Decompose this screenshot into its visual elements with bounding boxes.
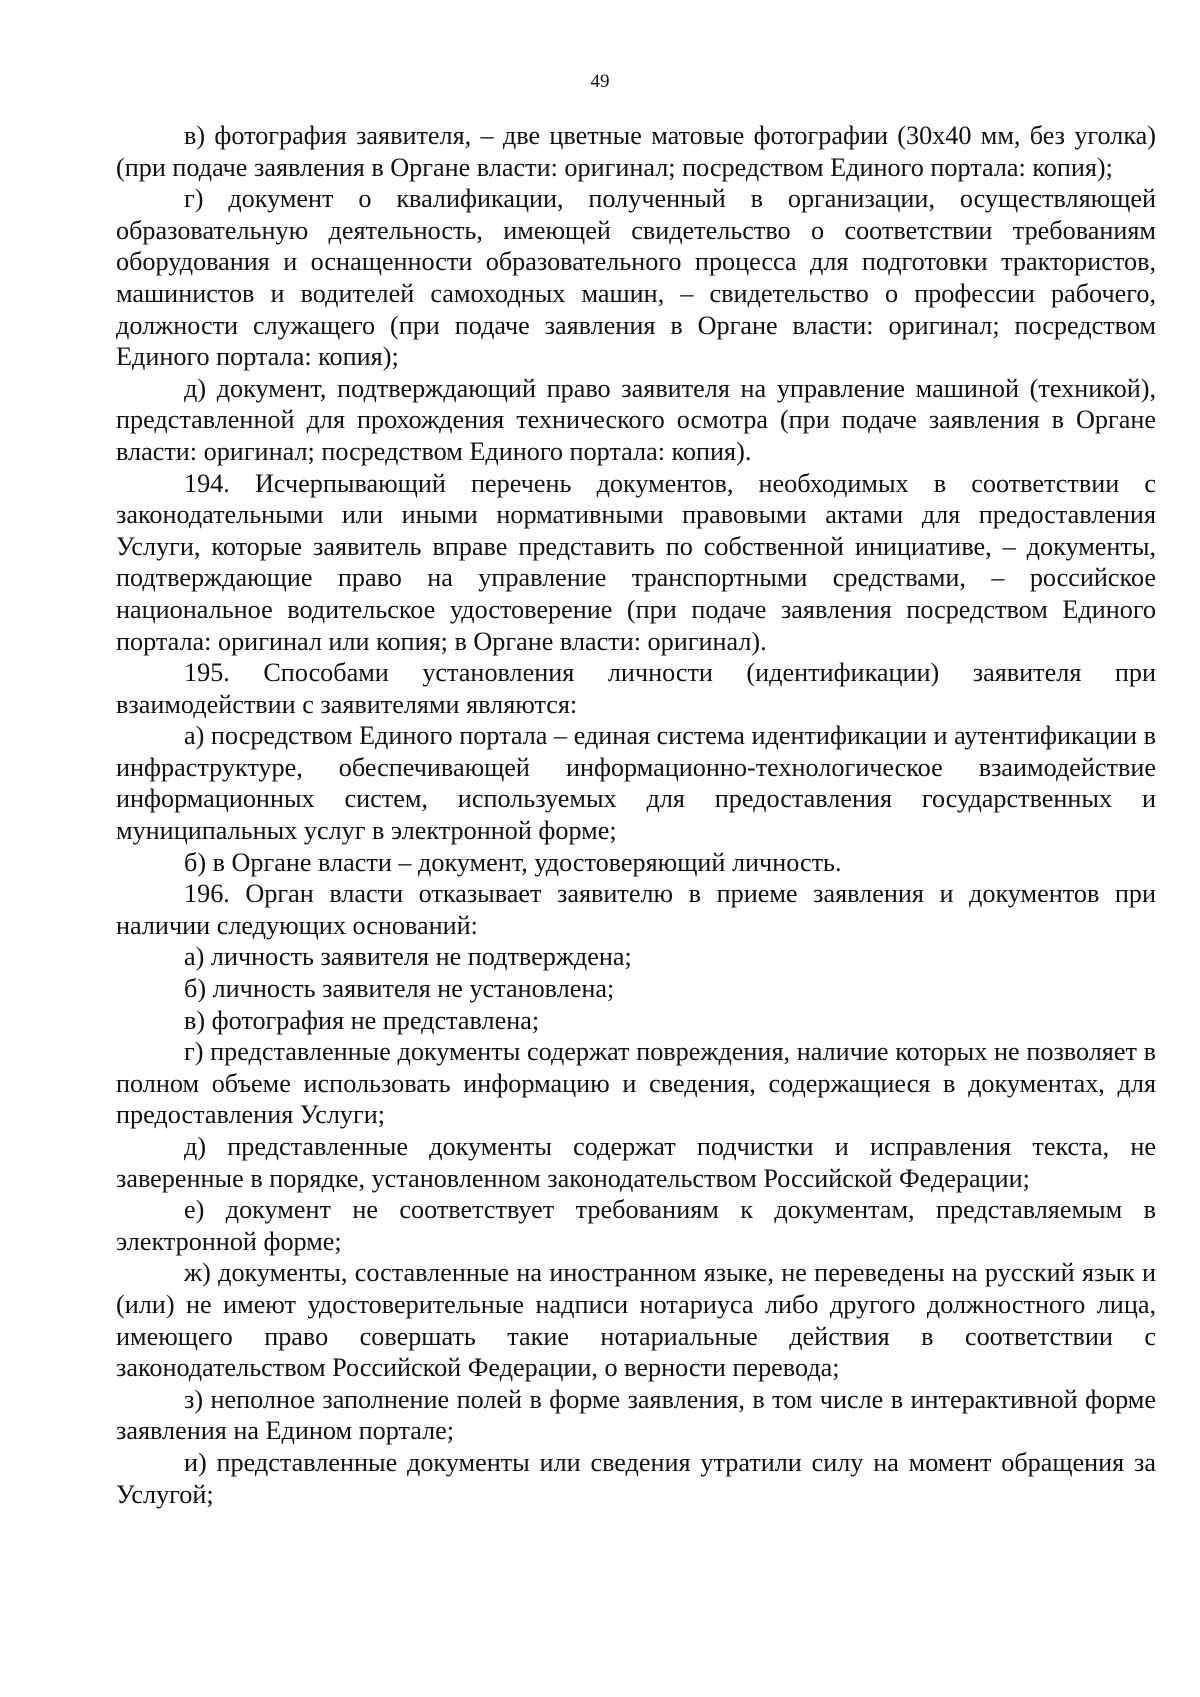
paragraph-196-v: в) фотография не представлена; [184,1005,540,1035]
paragraph-195: 195. Способами установления личности (идентификации) заявителя при взаимодействии с заявителями являются: [116,658,1156,719]
paragraph-196-e: е) документ не соответствует требованиям к документам, представляемым в электронной форме; [116,1195,1156,1256]
paragraph-194: 194. Исчерпывающий перечень документов, необходимых в соответствии с законодательными или иными нормативными правовыми актами для предоставления Услуги, которые заявитель вправе представить по собственной инициативе, – документы, подтверждающие право на управление транспортными средствами, – российское национальное водительское удостоверение (при подаче заявления посредством Единого портала: оригинал или копия; в Органе власти: оригинал). [116,468,1156,656]
paragraph-196: 196. Орган власти отказывает заявителю в приеме заявления и документов при наличии следующих оснований: [116,879,1156,940]
page-number: 49 [590,71,610,92]
paragraph-196-a: а) личность заявителя не подтверждена; [184,942,632,972]
paragraph-196-d: д) представленные документы содержат подчистки и исправления текста, не заверенные в порядке, установленном законодательством Российской Федерации; [116,1132,1156,1193]
document-body [116,120,1156,1510]
paragraph-196-z: з) неполное заполнение полей в форме заявления, в том числе в интерактивной форме заявления на Едином портале; [116,1384,1156,1446]
paragraph-196-g: г) представленные документы содержат повреждения, наличие которых не позволяет в полном объеме использовать информацию и сведения, содержащиеся в документах, для предоставления Услуги; [116,1037,1156,1130]
paragraph-196-zh: ж) документы, составленные на иностранном языке, не переведены на русский язык и (или) не имеют удостоверительные надписи нотариуса либо другого должностного лица, имеющего право совершать такие нотариальные действия в соответствии с законодательством Российской Федерации, о верности перевода; [116,1258,1156,1383]
paragraph-machine-right-document: д) документ, подтверждающий право заявителя на управление машиной (техникой), представленной для прохождения технического осмотра (при подаче заявления в Органе власти: оригинал; посредством Единого портала: копия). [116,373,1156,466]
paragraph-196-b: б) личность заявителя не установлена; [184,974,615,1004]
paragraph-195-b: б) в Органе власти – документ, удостоверяющий личность. [184,847,842,877]
paragraph-photo: в) фотография заявителя, – две цветные матовые фотографии (30х40 мм, без уголка) (при подаче заявления в Органе власти: оригинал; посредством Единого портала: копия); [116,121,1156,182]
paragraph-195-a: а) посредством Единого портала – единая система идентификации и аутентификации в инфраструктуре, обеспечивающей информационно-технологическое взаимодействие информационных систем, используемых для предоставления государственных и муниципальных услуг в электронной форме; [116,721,1156,846]
paragraph-qualification-document: г) документ о квалификации, полученный в организации, осуществляющей образовательную деятельность, имеющей свидетельство о соответствии требованиям оборудования и оснащенности образовательного процесса для подготовки трактористов, машинистов и водителей самоходных машин, – свидетельство о профессии рабочего, должности служащего (при подаче заявления в Органе власти: оригинал; посредством Единого портала: копия); [116,184,1156,372]
paragraph-196-i: и) представленные документы или сведения утратили силу на момент обращения за Услугой; [116,1447,1156,1509]
